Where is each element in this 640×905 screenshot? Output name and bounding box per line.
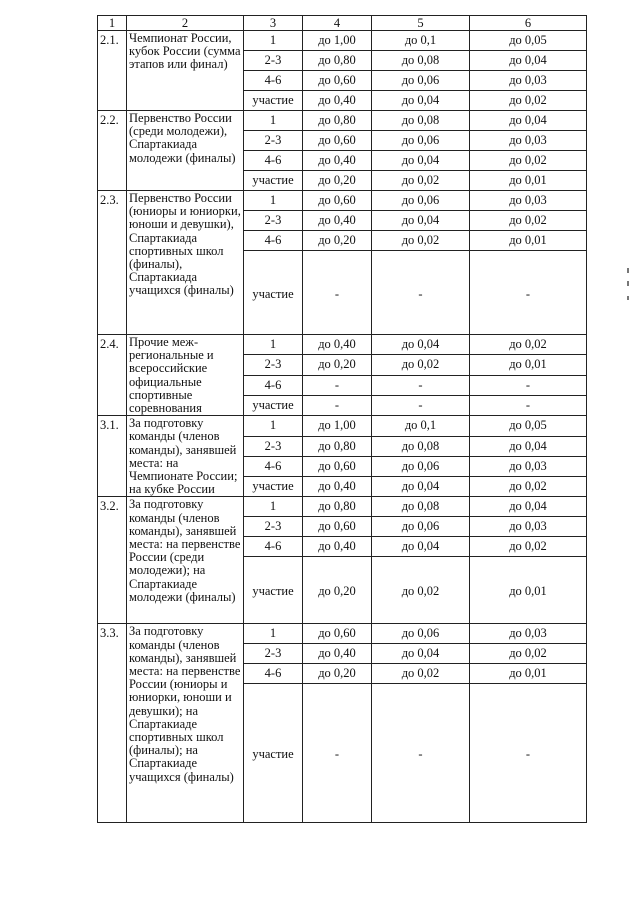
coef-col4-cell: до 0,40 xyxy=(303,211,372,231)
place-cell: 4-6 xyxy=(244,456,303,476)
coef-col5-cell: - xyxy=(372,684,470,823)
coef-col4-cell: до 0,60 xyxy=(303,456,372,476)
coef-col4-cell: до 0,60 xyxy=(303,71,372,91)
coef-col6-cell: до 0,02 xyxy=(470,151,587,171)
place-cell: участие xyxy=(244,91,303,111)
place-cell: 2-3 xyxy=(244,51,303,71)
place-cell: 2-3 xyxy=(244,644,303,664)
table-row xyxy=(98,416,587,436)
place-cell: участие xyxy=(244,557,303,624)
coef-col4-cell: до 0,80 xyxy=(303,497,372,517)
place-cell: 4-6 xyxy=(244,151,303,171)
coef-col5-cell: до 0,04 xyxy=(372,91,470,111)
coef-col4-cell: до 0,20 xyxy=(303,355,372,375)
coef-col6-cell: до 0,01 xyxy=(470,664,587,684)
coef-col5-cell: до 0,06 xyxy=(372,71,470,91)
coef-col6-cell: до 0,03 xyxy=(470,624,587,644)
place-cell: 2-3 xyxy=(244,131,303,151)
coef-col5-cell: до 0,08 xyxy=(372,497,470,517)
coef-col4-cell: - xyxy=(303,395,372,415)
coef-col5-cell: до 0,08 xyxy=(372,111,470,131)
coef-col4-cell: до 0,60 xyxy=(303,131,372,151)
place-cell: 2-3 xyxy=(244,436,303,456)
scan-mark xyxy=(627,281,629,286)
coef-col4-cell: до 0,40 xyxy=(303,91,372,111)
coef-col6-cell: до 0,02 xyxy=(470,211,587,231)
place-cell: участие xyxy=(244,684,303,823)
place-cell: участие xyxy=(244,251,303,335)
coef-col4-cell: до 0,60 xyxy=(303,624,372,644)
coef-col6-cell: до 0,03 xyxy=(470,71,587,91)
coef-col4-cell: до 0,20 xyxy=(303,171,372,191)
coef-col4-cell: - xyxy=(303,684,372,823)
header-cell: 4 xyxy=(303,16,372,31)
coef-col5-cell: - xyxy=(372,251,470,335)
coef-col6-cell: до 0,01 xyxy=(470,171,587,191)
coef-col6-cell: до 0,02 xyxy=(470,335,587,355)
place-cell: 4-6 xyxy=(244,231,303,251)
header-cell: 3 xyxy=(244,16,303,31)
coef-col4-cell: до 1,00 xyxy=(303,416,372,436)
coef-col6-cell: - xyxy=(470,684,587,823)
table-row xyxy=(98,497,587,517)
place-cell: 2-3 xyxy=(244,355,303,375)
coef-col6-cell: - xyxy=(470,395,587,415)
coef-col6-cell: до 0,03 xyxy=(470,191,587,211)
coef-col5-cell: до 0,04 xyxy=(372,335,470,355)
table-body xyxy=(98,16,587,823)
coef-col4-cell: до 0,20 xyxy=(303,557,372,624)
coef-col5-cell: - xyxy=(372,375,470,395)
coef-col4-cell: до 0,40 xyxy=(303,151,372,171)
coef-col4-cell: до 0,80 xyxy=(303,51,372,71)
section-number: 3.3. xyxy=(98,624,127,823)
table-row xyxy=(98,31,587,51)
coef-col4-cell: до 0,40 xyxy=(303,335,372,355)
place-cell: 1 xyxy=(244,191,303,211)
place-cell: 1 xyxy=(244,416,303,436)
coef-col6-cell: до 0,02 xyxy=(470,91,587,111)
coef-col5-cell: до 0,08 xyxy=(372,51,470,71)
coef-col6-cell: до 0,03 xyxy=(470,517,587,537)
coef-col4-cell: до 0,60 xyxy=(303,517,372,537)
coefficient-table xyxy=(97,15,587,823)
coef-col4-cell: до 0,20 xyxy=(303,664,372,684)
competition-name: Первенство России (юниоры и юниорки, юноши и девушки), Спартакиада спортивных школ (финалы), Спартакиада учащихся (финалы) xyxy=(127,191,244,335)
coef-col6-cell: до 0,04 xyxy=(470,111,587,131)
coef-col6-cell: до 0,01 xyxy=(470,355,587,375)
place-cell: 1 xyxy=(244,31,303,51)
place-cell: 4-6 xyxy=(244,664,303,684)
place-cell: 1 xyxy=(244,111,303,131)
coef-col4-cell: до 0,20 xyxy=(303,231,372,251)
coef-col6-cell: до 0,04 xyxy=(470,497,587,517)
table-row xyxy=(98,111,587,131)
coef-col6-cell: до 0,01 xyxy=(470,231,587,251)
coef-col5-cell: до 0,06 xyxy=(372,517,470,537)
place-cell: 4-6 xyxy=(244,537,303,557)
competition-name: За подготовку команды (членов команды), занявшей места: на Чемпионате России; на кубке России xyxy=(127,416,244,497)
scan-mark xyxy=(627,268,629,273)
coef-col5-cell: до 0,04 xyxy=(372,151,470,171)
coef-col5-cell: до 0,04 xyxy=(372,644,470,664)
coef-col5-cell: до 0,06 xyxy=(372,191,470,211)
competition-name: За подготовку команды (членов команды), занявшей места: на первенстве России (среди молодежи); на Спартакиаде молодежи (финалы) xyxy=(127,497,244,624)
place-cell: участие xyxy=(244,395,303,415)
coef-col5-cell: до 0,02 xyxy=(372,557,470,624)
coef-col5-cell: - xyxy=(372,395,470,415)
coef-col6-cell: до 0,04 xyxy=(470,436,587,456)
competition-name: За подготовку команды (членов команды), занявшей места: на первенстве России (юниоры и юниорки, юноши и девушки); на Спартакиаде спортивных школ (финалы); на Спартакиаде учащихся (финалы) xyxy=(127,624,244,823)
coef-col4-cell: до 0,40 xyxy=(303,477,372,497)
section-number: 3.1. xyxy=(98,416,127,497)
coef-col5-cell: до 0,04 xyxy=(372,211,470,231)
coef-col4-cell: до 0,60 xyxy=(303,191,372,211)
coef-col4-cell: до 0,80 xyxy=(303,111,372,131)
coef-col5-cell: до 0,02 xyxy=(372,355,470,375)
coef-col4-cell: - xyxy=(303,375,372,395)
place-cell: 1 xyxy=(244,335,303,355)
coef-col5-cell: до 0,06 xyxy=(372,456,470,476)
coef-col6-cell: - xyxy=(470,251,587,335)
coef-col5-cell: до 0,06 xyxy=(372,131,470,151)
competition-name: Чемпионат России, кубок России (сумма этапов или финал) xyxy=(127,31,244,111)
coef-col4-cell: до 1,00 xyxy=(303,31,372,51)
place-cell: участие xyxy=(244,477,303,497)
table-row xyxy=(98,191,587,211)
coef-col6-cell: до 0,03 xyxy=(470,456,587,476)
coef-col4-cell: - xyxy=(303,251,372,335)
coef-col5-cell: до 0,02 xyxy=(372,664,470,684)
competition-name: Первенство России (среди молодежи), Спартакиада молодежи (финалы) xyxy=(127,111,244,191)
header-cell: 6 xyxy=(470,16,587,31)
coef-col5-cell: до 0,1 xyxy=(372,31,470,51)
place-cell: 2-3 xyxy=(244,211,303,231)
coef-col6-cell: до 0,04 xyxy=(470,51,587,71)
coef-col6-cell: до 0,02 xyxy=(470,537,587,557)
coef-col6-cell: до 0,01 xyxy=(470,557,587,624)
section-number: 2.1. xyxy=(98,31,127,111)
coef-col4-cell: до 0,40 xyxy=(303,644,372,664)
coef-col4-cell: до 0,40 xyxy=(303,537,372,557)
coef-col5-cell: до 0,02 xyxy=(372,171,470,191)
coef-col6-cell: до 0,02 xyxy=(470,477,587,497)
section-number: 3.2. xyxy=(98,497,127,624)
coef-col4-cell: до 0,80 xyxy=(303,436,372,456)
place-cell: 4-6 xyxy=(244,71,303,91)
coef-col6-cell: до 0,05 xyxy=(470,31,587,51)
coef-col5-cell: до 0,04 xyxy=(372,477,470,497)
scan-mark xyxy=(627,296,629,300)
place-cell: 1 xyxy=(244,497,303,517)
header-cell: 5 xyxy=(372,16,470,31)
place-cell: 2-3 xyxy=(244,517,303,537)
coef-col6-cell: - xyxy=(470,375,587,395)
section-number: 2.2. xyxy=(98,111,127,191)
table-row xyxy=(98,335,587,355)
place-cell: 1 xyxy=(244,624,303,644)
coef-col5-cell: до 0,1 xyxy=(372,416,470,436)
header-cell: 1 xyxy=(98,16,127,31)
section-number: 2.4. xyxy=(98,335,127,416)
place-cell: 4-6 xyxy=(244,375,303,395)
place-cell: участие xyxy=(244,171,303,191)
coef-col6-cell: до 0,02 xyxy=(470,644,587,664)
table-row xyxy=(98,624,587,644)
coef-col5-cell: до 0,06 xyxy=(372,624,470,644)
coef-col5-cell: до 0,08 xyxy=(372,436,470,456)
competition-name: Прочие меж-региональные и всероссийские официальные спортивные соревнования xyxy=(127,335,244,416)
coef-col6-cell: до 0,03 xyxy=(470,131,587,151)
coef-col5-cell: до 0,02 xyxy=(372,231,470,251)
header-row xyxy=(98,16,587,31)
coef-col6-cell: до 0,05 xyxy=(470,416,587,436)
header-cell: 2 xyxy=(127,16,244,31)
coef-col5-cell: до 0,04 xyxy=(372,537,470,557)
section-number: 2.3. xyxy=(98,191,127,335)
